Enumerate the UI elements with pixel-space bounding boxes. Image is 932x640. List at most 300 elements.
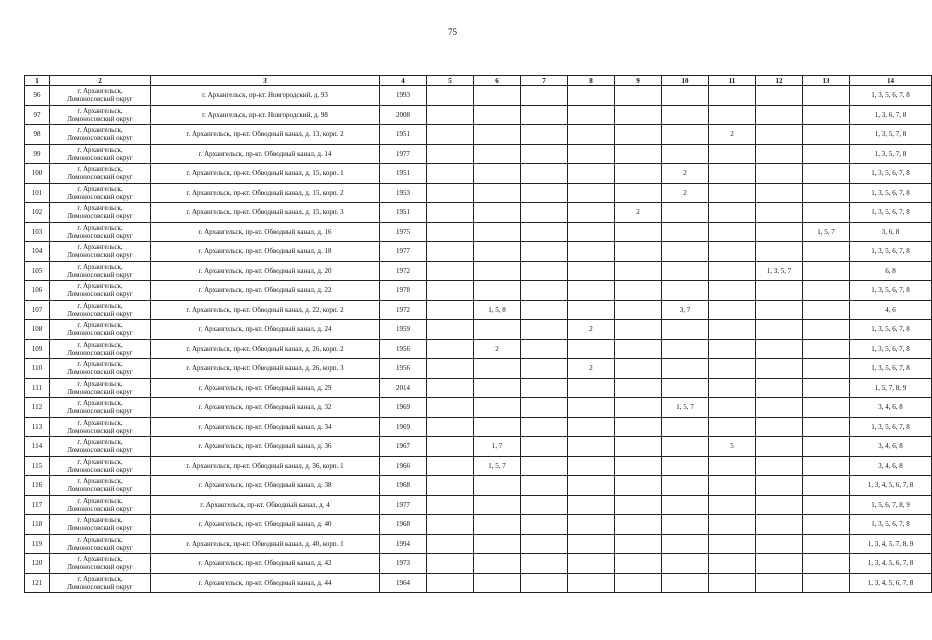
col-8-cell bbox=[568, 144, 615, 164]
address-cell: г. Архангельск, пр-кт. Обводный канал, д. 26, корп. 2 bbox=[151, 339, 380, 359]
col-6-cell bbox=[474, 203, 521, 223]
address-cell: г. Архангельск, пр-кт. Обводный канал, д. 32 bbox=[151, 398, 380, 418]
district-cell bbox=[50, 105, 151, 125]
col-11-cell bbox=[709, 281, 756, 301]
col-7-cell bbox=[521, 476, 568, 496]
col-14-cell: 1, 5, 7, 8, 9 bbox=[850, 378, 932, 398]
col-10-cell bbox=[662, 359, 709, 379]
year-cell: 1972 bbox=[380, 261, 427, 281]
col-6-cell bbox=[474, 242, 521, 262]
col-5-cell bbox=[427, 573, 474, 593]
table-row bbox=[25, 417, 932, 437]
col-6-cell bbox=[474, 222, 521, 242]
col-12-cell bbox=[756, 378, 803, 398]
col-8-cell: 2 bbox=[568, 359, 615, 379]
col-11-cell bbox=[709, 222, 756, 242]
col-7-cell bbox=[521, 456, 568, 476]
year-cell: 1956 bbox=[380, 359, 427, 379]
row-number: 106 bbox=[25, 281, 50, 301]
col-13-cell bbox=[803, 417, 850, 437]
district-city: г. Архангельск, bbox=[77, 477, 123, 486]
col-14-cell: 1, 3, 6, 7, 8 bbox=[850, 105, 932, 125]
col-6-cell bbox=[474, 534, 521, 554]
table-row bbox=[25, 242, 932, 262]
col-8-cell bbox=[568, 105, 615, 125]
col-13-cell bbox=[803, 398, 850, 418]
col-12-cell bbox=[756, 398, 803, 418]
district-name: Ломоносовский округ bbox=[67, 368, 133, 377]
table-row bbox=[25, 359, 932, 379]
table-row bbox=[25, 495, 932, 515]
col-6-cell bbox=[474, 164, 521, 184]
column-header-2: 2 bbox=[50, 76, 151, 86]
col-7-cell bbox=[521, 437, 568, 457]
col-9-cell bbox=[615, 456, 662, 476]
col-8-cell bbox=[568, 242, 615, 262]
col-13-cell bbox=[803, 261, 850, 281]
col-7-cell bbox=[521, 203, 568, 223]
col-12-cell bbox=[756, 105, 803, 125]
col-9-cell bbox=[615, 398, 662, 418]
col-11-cell bbox=[709, 515, 756, 535]
column-header-14: 14 bbox=[850, 76, 932, 86]
col-5-cell bbox=[427, 105, 474, 125]
table-row bbox=[25, 378, 932, 398]
col-7-cell bbox=[521, 105, 568, 125]
col-7-cell bbox=[521, 554, 568, 574]
district-cell bbox=[50, 261, 151, 281]
table-row bbox=[25, 398, 932, 418]
address-cell: г. Архангельск, пр-кт. Обводный канал, д. 42 bbox=[151, 554, 380, 574]
district-name: Ломоносовский округ bbox=[67, 329, 133, 338]
col-8-cell bbox=[568, 378, 615, 398]
address-cell: г. Архангельск, пр-кт. Обводный канал, д. 22, корп. 2 bbox=[151, 300, 380, 320]
row-number: 111 bbox=[25, 378, 50, 398]
col-9-cell bbox=[615, 378, 662, 398]
col-5-cell bbox=[427, 242, 474, 262]
col-11-cell bbox=[709, 417, 756, 437]
col-14-cell: 1, 3, 5, 6, 7, 8 bbox=[850, 183, 932, 203]
col-6-cell: 1, 7 bbox=[474, 437, 521, 457]
table-row bbox=[25, 261, 932, 281]
col-10-cell: 1, 5, 7 bbox=[662, 398, 709, 418]
col-13-cell bbox=[803, 320, 850, 340]
district-name: Ломоносовский округ bbox=[67, 173, 133, 182]
district-cell bbox=[50, 242, 151, 262]
col-12-cell bbox=[756, 125, 803, 145]
year-cell: 1951 bbox=[380, 164, 427, 184]
col-5-cell bbox=[427, 398, 474, 418]
district-name: Ломоносовский округ bbox=[67, 114, 133, 123]
column-header-11: 11 bbox=[709, 76, 756, 86]
col-7-cell bbox=[521, 417, 568, 437]
year-cell: 1978 bbox=[380, 281, 427, 301]
col-12-cell bbox=[756, 144, 803, 164]
col-6-cell bbox=[474, 320, 521, 340]
row-number: 104 bbox=[25, 242, 50, 262]
col-8-cell bbox=[568, 398, 615, 418]
col-11-cell bbox=[709, 164, 756, 184]
row-number: 102 bbox=[25, 203, 50, 223]
table-row bbox=[25, 456, 932, 476]
col-13-cell bbox=[803, 554, 850, 574]
district-city: г. Архангельск, bbox=[77, 340, 123, 349]
col-13-cell bbox=[803, 125, 850, 145]
col-13-cell bbox=[803, 183, 850, 203]
column-header-3: 3 bbox=[151, 76, 380, 86]
district-city: г. Архангельск, bbox=[77, 457, 123, 466]
district-name: Ломоносовский округ bbox=[67, 231, 133, 240]
col-11-cell bbox=[709, 339, 756, 359]
col-8-cell bbox=[568, 437, 615, 457]
district-name: Ломоносовский округ bbox=[67, 387, 133, 396]
col-7-cell bbox=[521, 86, 568, 106]
district-name: Ломоносовский округ bbox=[67, 192, 133, 201]
year-cell: 1972 bbox=[380, 300, 427, 320]
col-10-cell bbox=[662, 144, 709, 164]
table-row bbox=[25, 300, 932, 320]
table-row bbox=[25, 105, 932, 125]
col-10-cell bbox=[662, 261, 709, 281]
col-7-cell bbox=[521, 534, 568, 554]
col-7-cell bbox=[521, 222, 568, 242]
address-cell: г. Архангельск, пр-кт. Обводный канал, д. 44 bbox=[151, 573, 380, 593]
col-6-cell bbox=[474, 398, 521, 418]
col-9-cell bbox=[615, 417, 662, 437]
col-12-cell bbox=[756, 554, 803, 574]
district-name: Ломоносовский округ bbox=[67, 153, 133, 162]
table-row bbox=[25, 164, 932, 184]
row-number: 108 bbox=[25, 320, 50, 340]
col-12-cell bbox=[756, 320, 803, 340]
district-city: г. Архангельск, bbox=[77, 360, 123, 369]
col-13-cell bbox=[803, 378, 850, 398]
register-table bbox=[24, 75, 932, 593]
year-cell: 1951 bbox=[380, 203, 427, 223]
col-10-cell bbox=[662, 573, 709, 593]
col-13-cell bbox=[803, 495, 850, 515]
col-9-cell bbox=[615, 320, 662, 340]
table-row bbox=[25, 515, 932, 535]
col-12-cell bbox=[756, 476, 803, 496]
col-10-cell bbox=[662, 495, 709, 515]
row-number: 113 bbox=[25, 417, 50, 437]
year-cell: 2014 bbox=[380, 378, 427, 398]
col-10-cell bbox=[662, 281, 709, 301]
row-number: 99 bbox=[25, 144, 50, 164]
col-13-cell bbox=[803, 144, 850, 164]
district-city: г. Архангельск, bbox=[77, 535, 123, 544]
col-14-cell: 1, 3, 5, 6, 7, 8 bbox=[850, 359, 932, 379]
district-name: Ломоносовский округ bbox=[67, 504, 133, 513]
col-7-cell bbox=[521, 261, 568, 281]
district-cell bbox=[50, 144, 151, 164]
col-5-cell bbox=[427, 437, 474, 457]
col-6-cell bbox=[474, 359, 521, 379]
address-cell: г. Архангельск, пр-кт. Новгородский, д. 93 bbox=[151, 86, 380, 106]
district-cell bbox=[50, 437, 151, 457]
district-name: Ломоносовский округ bbox=[67, 426, 133, 435]
col-10-cell bbox=[662, 203, 709, 223]
col-13-cell bbox=[803, 164, 850, 184]
col-12-cell bbox=[756, 281, 803, 301]
col-8-cell bbox=[568, 86, 615, 106]
col-8-cell bbox=[568, 183, 615, 203]
col-14-cell: 1, 3, 4, 5, 6, 7, 8 bbox=[850, 476, 932, 496]
district-cell bbox=[50, 164, 151, 184]
col-9-cell bbox=[615, 476, 662, 496]
col-10-cell bbox=[662, 437, 709, 457]
col-9-cell bbox=[615, 495, 662, 515]
column-header-13: 13 bbox=[803, 76, 850, 86]
district-cell bbox=[50, 476, 151, 496]
col-11-cell bbox=[709, 144, 756, 164]
col-10-cell bbox=[662, 534, 709, 554]
district-cell bbox=[50, 222, 151, 242]
year-cell: 1994 bbox=[380, 534, 427, 554]
table-row bbox=[25, 86, 932, 106]
col-14-cell: 1, 3, 5, 6, 7, 8 bbox=[850, 339, 932, 359]
col-11-cell bbox=[709, 476, 756, 496]
col-14-cell: 3, 6, 8 bbox=[850, 222, 932, 242]
row-number: 121 bbox=[25, 573, 50, 593]
col-11-cell: 2 bbox=[709, 125, 756, 145]
col-5-cell bbox=[427, 320, 474, 340]
address-cell: г. Архангельск, пр-кт. Обводный канал, д. 40, корп. 1 bbox=[151, 534, 380, 554]
address-cell: г. Архангельск, пр-кт. Обводный канал, д. 22 bbox=[151, 281, 380, 301]
col-10-cell bbox=[662, 339, 709, 359]
row-number: 118 bbox=[25, 515, 50, 535]
row-number: 103 bbox=[25, 222, 50, 242]
col-6-cell bbox=[474, 554, 521, 574]
col-8-cell bbox=[568, 261, 615, 281]
col-14-cell: 1, 3, 5, 6, 7, 8 bbox=[850, 417, 932, 437]
district-name: Ломоносовский округ bbox=[67, 582, 133, 591]
col-11-cell bbox=[709, 398, 756, 418]
col-13-cell bbox=[803, 86, 850, 106]
address-cell: г. Архангельск, пр-кт. Обводный канал, д. 24 bbox=[151, 320, 380, 340]
col-5-cell bbox=[427, 476, 474, 496]
table-row bbox=[25, 183, 932, 203]
col-5-cell bbox=[427, 300, 474, 320]
year-cell: 1953 bbox=[380, 183, 427, 203]
col-14-cell: 3, 4, 6, 8 bbox=[850, 456, 932, 476]
address-cell: г. Архангельск, пр-кт. Обводный канал, д. 40 bbox=[151, 515, 380, 535]
col-13-cell bbox=[803, 534, 850, 554]
col-10-cell bbox=[662, 554, 709, 574]
col-14-cell: 1, 3, 5, 6, 7, 8 bbox=[850, 320, 932, 340]
col-8-cell bbox=[568, 476, 615, 496]
col-10-cell bbox=[662, 125, 709, 145]
col-14-cell: 1, 3, 4, 5, 7, 8, 9 bbox=[850, 534, 932, 554]
col-8-cell bbox=[568, 534, 615, 554]
table-row bbox=[25, 144, 932, 164]
address-cell: г. Архангельск, пр-кт. Обводный канал, д. 14 bbox=[151, 144, 380, 164]
address-cell: г. Архангельск, пр-кт. Обводный канал, д. 36 bbox=[151, 437, 380, 457]
column-header-6: 6 bbox=[474, 76, 521, 86]
col-13-cell bbox=[803, 339, 850, 359]
col-11-cell bbox=[709, 261, 756, 281]
col-5-cell bbox=[427, 183, 474, 203]
district-name: Ломоносовский округ bbox=[67, 270, 133, 279]
col-9-cell bbox=[615, 339, 662, 359]
col-10-cell bbox=[662, 242, 709, 262]
col-8-cell bbox=[568, 281, 615, 301]
district-city: г. Архангельск, bbox=[77, 516, 123, 525]
col-10-cell bbox=[662, 378, 709, 398]
col-7-cell bbox=[521, 359, 568, 379]
table-row bbox=[25, 554, 932, 574]
table-row bbox=[25, 476, 932, 496]
col-7-cell bbox=[521, 515, 568, 535]
column-header-5: 5 bbox=[427, 76, 474, 86]
district-city: г. Архангельск, bbox=[77, 379, 123, 388]
col-12-cell bbox=[756, 456, 803, 476]
col-13-cell bbox=[803, 105, 850, 125]
col-13-cell bbox=[803, 203, 850, 223]
col-12-cell bbox=[756, 437, 803, 457]
col-9-cell bbox=[615, 183, 662, 203]
address-cell: г. Архангельск, пр-кт. Обводный канал, д. 29 bbox=[151, 378, 380, 398]
address-cell: г. Архангельск, пр-кт. Обводный канал, д. 15, корп. 3 bbox=[151, 203, 380, 223]
district-name: Ломоносовский округ bbox=[67, 543, 133, 552]
address-cell: г. Архангельск, пр-кт. Обводный канал, д. 16 bbox=[151, 222, 380, 242]
col-9-cell bbox=[615, 554, 662, 574]
address-cell: г. Архангельск, пр-кт. Новгородский, д. 98 bbox=[151, 105, 380, 125]
column-header-7: 7 bbox=[521, 76, 568, 86]
col-8-cell: 2 bbox=[568, 320, 615, 340]
col-14-cell: 3, 4, 6, 8 bbox=[850, 398, 932, 418]
year-cell: 1969 bbox=[380, 398, 427, 418]
col-11-cell bbox=[709, 495, 756, 515]
col-8-cell bbox=[568, 203, 615, 223]
district-cell bbox=[50, 183, 151, 203]
col-9-cell bbox=[615, 437, 662, 457]
col-6-cell bbox=[474, 144, 521, 164]
col-5-cell bbox=[427, 164, 474, 184]
district-cell bbox=[50, 203, 151, 223]
col-9-cell bbox=[615, 573, 662, 593]
table-row bbox=[25, 437, 932, 457]
col-12-cell bbox=[756, 573, 803, 593]
row-number: 116 bbox=[25, 476, 50, 496]
col-13-cell: 1, 5, 7 bbox=[803, 222, 850, 242]
col-14-cell: 1, 3, 5, 6, 7, 8 bbox=[850, 164, 932, 184]
address-cell: г. Архангельск, пр-кт. Обводный канал, д. 36, корп. 1 bbox=[151, 456, 380, 476]
col-8-cell bbox=[568, 222, 615, 242]
year-cell: 1959 bbox=[380, 320, 427, 340]
district-cell bbox=[50, 281, 151, 301]
col-14-cell: 1, 3, 5, 6, 7, 8 bbox=[850, 281, 932, 301]
district-name: Ломоносовский округ bbox=[67, 348, 133, 357]
district-cell bbox=[50, 554, 151, 574]
col-13-cell bbox=[803, 300, 850, 320]
col-12-cell bbox=[756, 515, 803, 535]
district-cell bbox=[50, 515, 151, 535]
district-city: г. Архангельск, bbox=[77, 282, 123, 291]
col-8-cell bbox=[568, 456, 615, 476]
col-12-cell bbox=[756, 534, 803, 554]
col-5-cell bbox=[427, 534, 474, 554]
address-cell: г. Архангельск, пр-кт. Обводный канал, д. 38 bbox=[151, 476, 380, 496]
col-6-cell bbox=[474, 183, 521, 203]
col-8-cell bbox=[568, 554, 615, 574]
col-9-cell bbox=[615, 534, 662, 554]
district-name: Ломоносовский округ bbox=[67, 290, 133, 299]
col-6-cell bbox=[474, 125, 521, 145]
col-9-cell bbox=[615, 105, 662, 125]
col-5-cell bbox=[427, 222, 474, 242]
col-13-cell bbox=[803, 456, 850, 476]
district-city: г. Архангельск, bbox=[77, 87, 123, 96]
year-cell: 1967 bbox=[380, 437, 427, 457]
col-12-cell bbox=[756, 203, 803, 223]
district-city: г. Архангельск, bbox=[77, 418, 123, 427]
col-14-cell: 6, 8 bbox=[850, 261, 932, 281]
district-city: г. Архангельск, bbox=[77, 106, 123, 115]
district-city: г. Архангельск, bbox=[77, 301, 123, 310]
col-11-cell bbox=[709, 105, 756, 125]
col-10-cell: 3, 7 bbox=[662, 300, 709, 320]
district-name: Ломоносовский округ bbox=[67, 134, 133, 143]
table-row bbox=[25, 222, 932, 242]
col-11-cell bbox=[709, 183, 756, 203]
col-12-cell bbox=[756, 359, 803, 379]
col-8-cell bbox=[568, 339, 615, 359]
col-7-cell bbox=[521, 242, 568, 262]
address-cell: г. Архангельск, пр-кт. Обводный канал, д. 18 bbox=[151, 242, 380, 262]
table-row bbox=[25, 339, 932, 359]
table-row bbox=[25, 534, 932, 554]
col-5-cell bbox=[427, 281, 474, 301]
column-header-4: 4 bbox=[380, 76, 427, 86]
col-7-cell bbox=[521, 495, 568, 515]
year-cell: 1973 bbox=[380, 554, 427, 574]
row-number: 114 bbox=[25, 437, 50, 457]
col-11-cell: 5 bbox=[709, 437, 756, 457]
col-14-cell: 1, 3, 4, 5, 6, 7, 8 bbox=[850, 554, 932, 574]
column-header-12: 12 bbox=[756, 76, 803, 86]
table-row bbox=[25, 281, 932, 301]
col-14-cell: 1, 3, 5, 7, 8 bbox=[850, 125, 932, 145]
year-cell: 1977 bbox=[380, 495, 427, 515]
col-8-cell bbox=[568, 417, 615, 437]
district-cell bbox=[50, 417, 151, 437]
district-city: г. Архангельск, bbox=[77, 438, 123, 447]
col-7-cell bbox=[521, 339, 568, 359]
district-city: г. Архангельск, bbox=[77, 165, 123, 174]
col-9-cell bbox=[615, 515, 662, 535]
address-cell: г. Архангельск, пр-кт. Обводный канал, д. 15, корп. 1 bbox=[151, 164, 380, 184]
district-name: Ломоносовский округ bbox=[67, 212, 133, 221]
row-number: 101 bbox=[25, 183, 50, 203]
col-13-cell bbox=[803, 437, 850, 457]
district-cell bbox=[50, 86, 151, 106]
col-14-cell: 1, 3, 5, 6, 7, 8 bbox=[850, 86, 932, 106]
col-12-cell bbox=[756, 417, 803, 437]
col-7-cell bbox=[521, 573, 568, 593]
col-6-cell bbox=[474, 86, 521, 106]
year-cell: 1977 bbox=[380, 242, 427, 262]
district-cell bbox=[50, 573, 151, 593]
col-10-cell bbox=[662, 476, 709, 496]
address-cell: г. Архангельск, пр-кт. Обводный канал, д. 26, корп. 3 bbox=[151, 359, 380, 379]
col-6-cell bbox=[474, 417, 521, 437]
district-city: г. Архангельск, bbox=[77, 574, 123, 583]
col-7-cell bbox=[521, 300, 568, 320]
district-name: Ломоносовский округ bbox=[67, 251, 133, 260]
row-number: 117 bbox=[25, 495, 50, 515]
